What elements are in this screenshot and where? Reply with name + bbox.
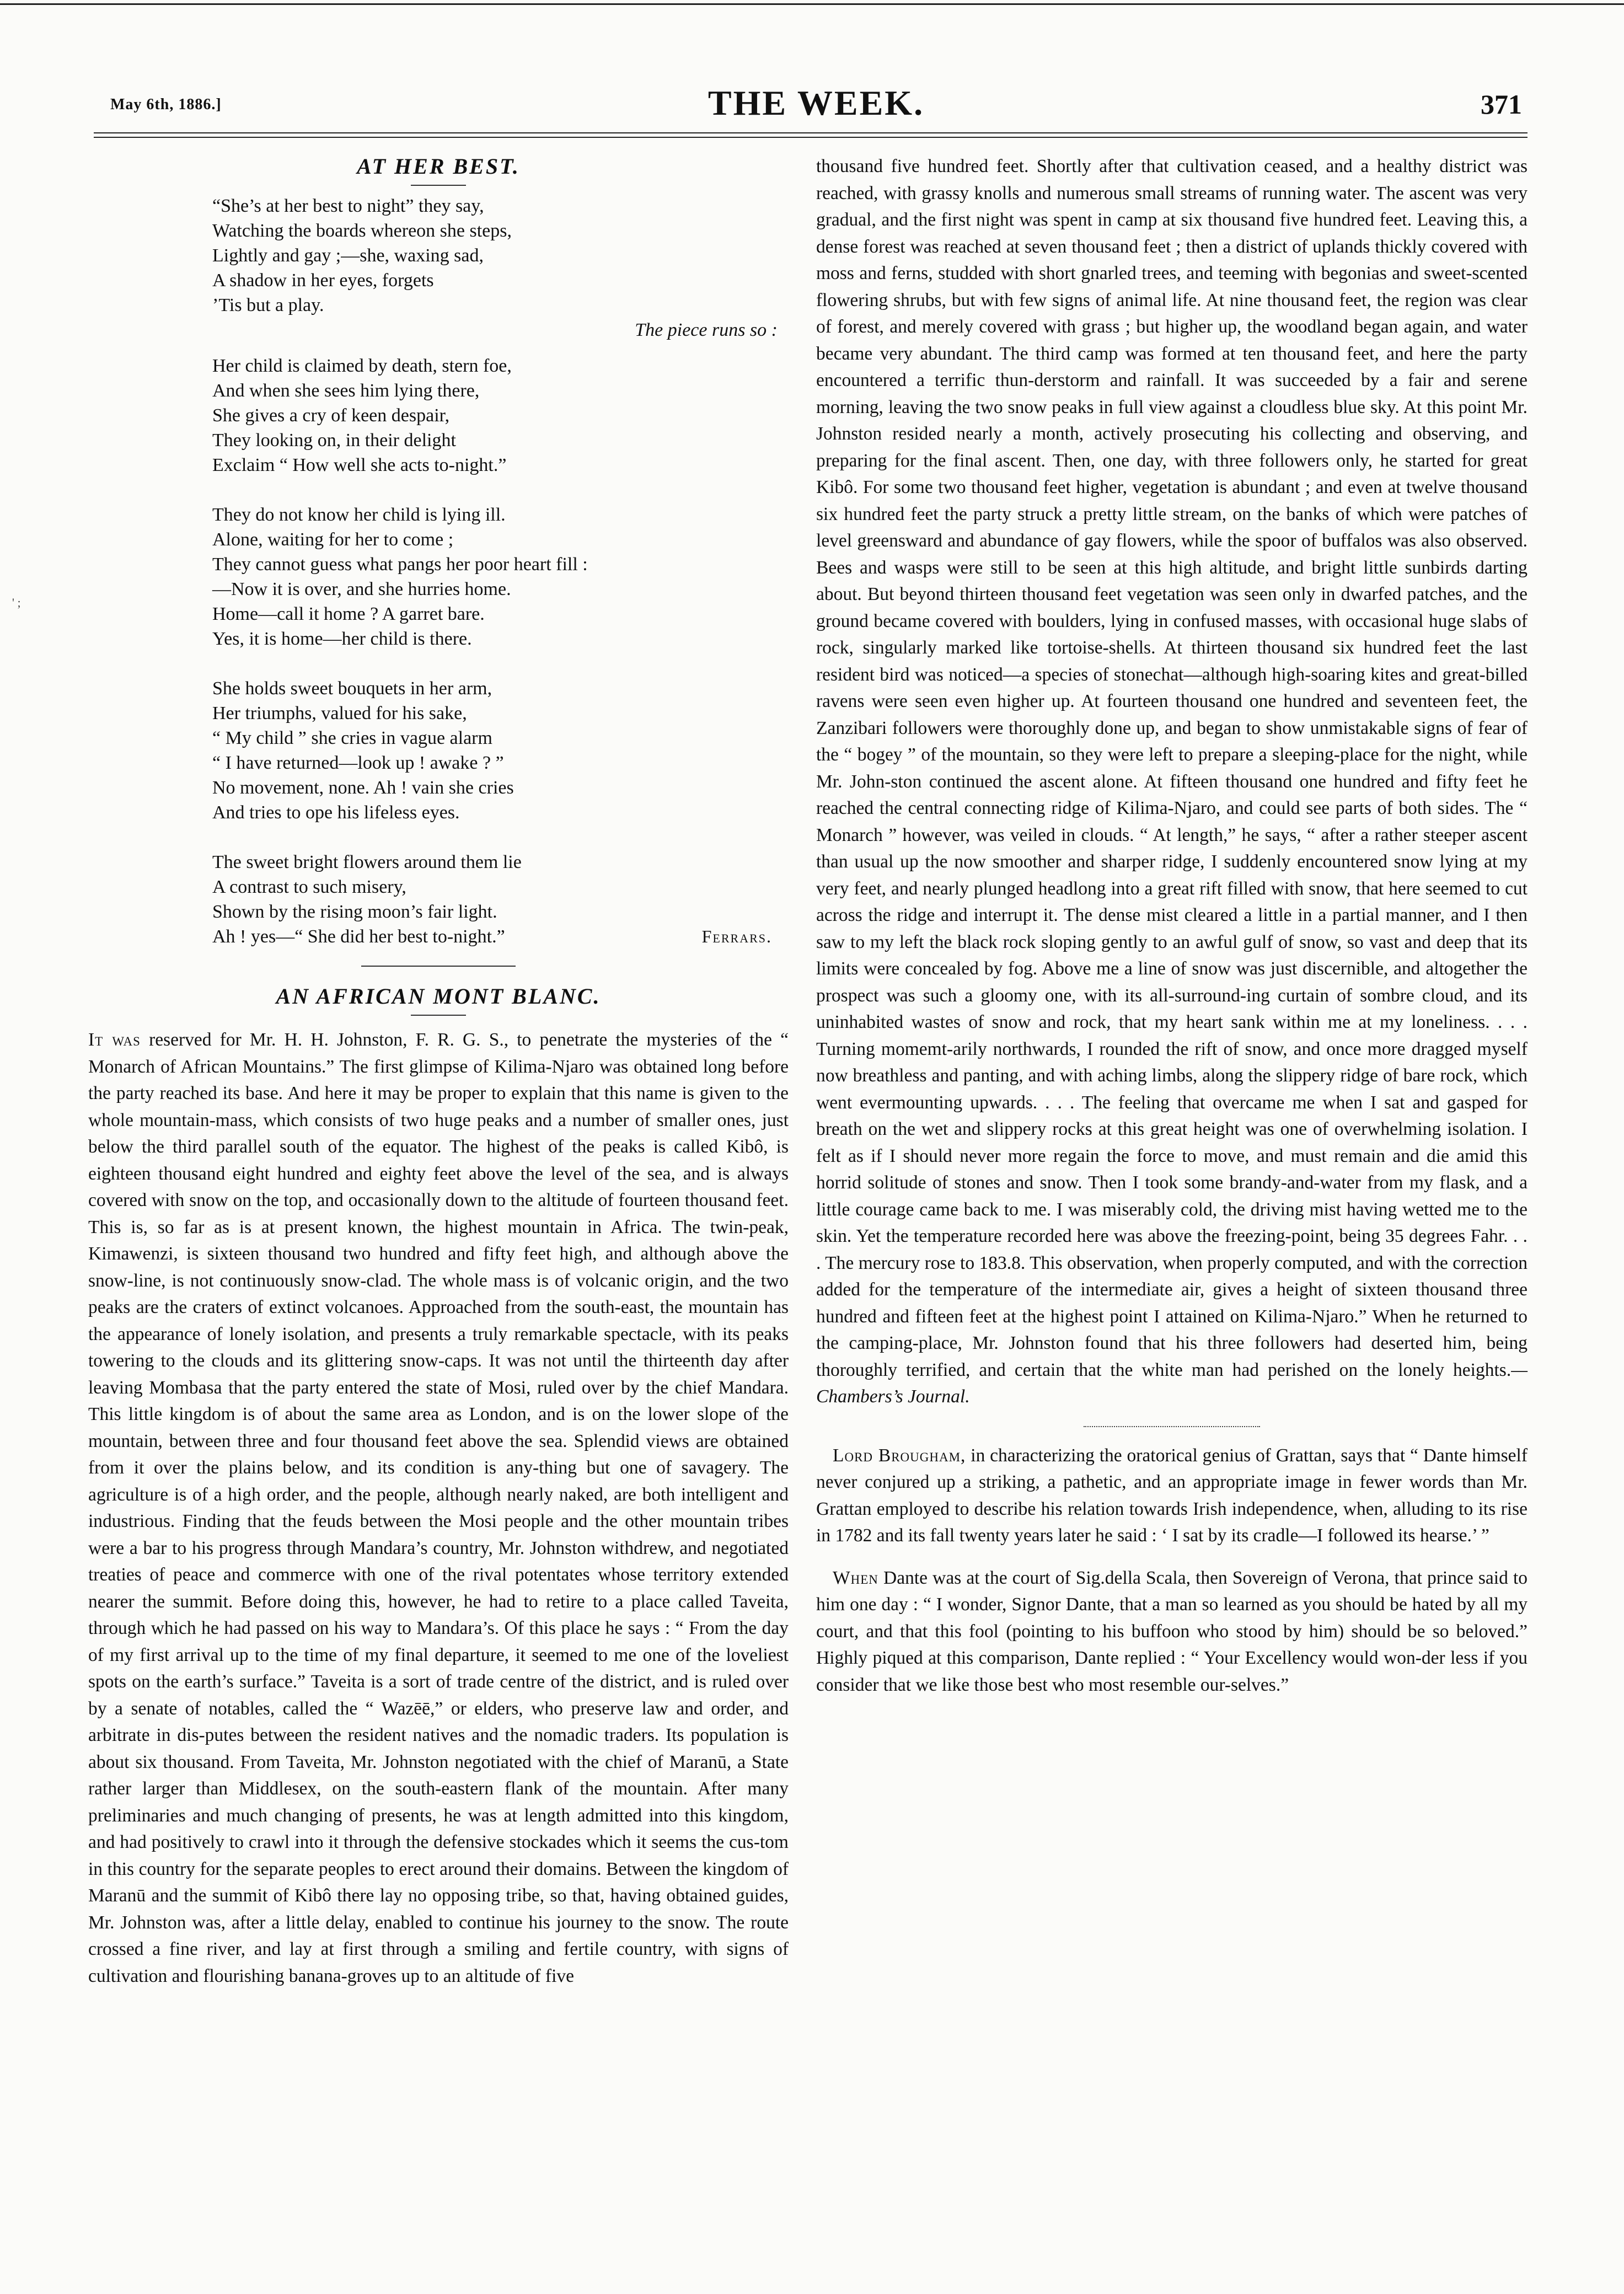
page-header	[88, 83, 1544, 127]
poem-line: She holds sweet bouquets in her arm,	[212, 678, 492, 699]
article-body-left	[88, 1027, 789, 1990]
poem-line: Her triumphs, valued for his sake,	[212, 703, 467, 723]
paragraph-gap	[816, 1550, 1527, 1565]
lead-words: When	[833, 1567, 878, 1588]
poem-line-text: Ah ! yes—“ She did her best to-night.”	[212, 926, 505, 947]
poem-line: They cannot guess what pangs her poor heart fill :	[212, 554, 588, 575]
masthead-title: THE WEEK.	[708, 83, 925, 122]
article-title: AN AFRICAN MONT BLANC.	[276, 984, 601, 1009]
article-text: thousand five hundred feet. Shortly after that cultivation ceased, and a healthy district was reached, with grassy knolls and numerous small streams of running water. The ascent was very gradual, and the first night was spent in camp at six thousand five hundred feet. Leaving this, a dense forest was reached at seven thousand feet ; then a district of uplands thickly covered with moss and ferns, studded with short gnarled trees, and teeming with begonias and sweet-scented flowering shrubs, but with few signs of animal life. At nine thousand feet, the region was clear of forest, and merely covered with grass ; but higher up, the woodland began again, and water became very abundant. The third camp was formed at ten thousand feet, and here the party encountered a terrific thun-derstorm and rainfall. It was succeeded by a fair and serene morning, leaving the two snow peaks in full view against a cloudless blue sky. At this point Mr. Johnston resided nearly a month, actively prosecuting his collecting and observing, and preparing for the final ascent. Then, one day, with three followers only, he started for great Kibô. For some two thousand feet higher, vegetation is abundant ; and even at twelve thousand six hundred feet the party struck a pretty little stream, on the banks of which were patches of level greensward and abundance of gay flowers, while the spoor of buffalos was also observed. Bees and wasps were still to be seen at this high altitude, and bright little sunbirds darting about. But beyond thirteen thousand feet vegetation was seen only in dwarfed patches, and the ground became covered with boulders, lying in confused masses, with occasional huge slabs of rock, singularly marked like tortoise-shells. At thirteen thousand six hundred feet the last resident bird was noticed—a species of stonechat—although high-soaring kites and great-billed ravens were seen even higher up. At fourteen thousand one hundred and seventeen feet, the Zanzibari followers were thoroughly done up, and began to show unmistakable signs of fear of the “ bogey ” of the mountain, so they were left to prepare a sleeping-place for the night, while Mr. John-ston continued the ascent alone. At fifteen thousand one hundred and fifty feet he reached the central connecting ridge of Kilima-Njaro, and could see parts of both sides. The “ Monarch ” however, was veiled in clouds. “ At length,” he says, “ after a rather steeper ascent than usual up the now smoother and sharper ridge, I suddenly encountered snow lying at my very feet, and nearly plunged headlong into a great rift filled with snow, that here seemed to cut across the ridge and interrupt it. The dense mist cleared a little in a partial manner, and I then saw to my left the black rock sloping gently to an awful gulf of snow, so vast and deep that its limits were concealed by fog. Above me a line of snow was just discernible, and altogether the prospect was such a gloomy one, with its all-surround-ing curtain of sombre cloud, and its uninhabited wastes of snow and rock, that my heart sank within me at my loneliness. . . . Turning momemt-arily northwards, I rounded the rift of snow, and once more dragged myself now breathless and panting, and with aching limbs, along the slippery ridge of bare rock, which went evermounting upwards. . . . The feeling that overcame me when I sat and gasped for breath on the wet and slippery rocks at this great height was one of overwhelming isolation. I felt as if I should never more regain the force to move, and must remain and die amid this horrid solitude of stones and snow. Then I took some brandy-and-water from my flask, and a little courage came back to me. I was miserably cold, the driving mist having wetted me to the skin. Yet the temperature recorded here was above the freezing-point, being 35 degrees Fahr. . . . The mercury rose to 183.8. This observation, when properly computed, and with the correction added for the temperature of the intermediate air, gives a height of sixteen thousand three hundred and fifteen feet at the highest point I attained on Kilima-Njaro.” When he returned to the camping-place, Mr. Johnston found that his three followers had deserted him, being thoroughly terrified, and certain that the white man had perished on the lonely heights.	[816, 156, 1527, 1380]
stage-direction: The piece runs so :	[635, 320, 778, 340]
poem-line: They looking on, in their delight	[212, 430, 456, 451]
poem-line: Alone, waiting for her to come ;	[212, 529, 454, 550]
poem-body	[212, 194, 789, 949]
poem-line: Exclaim “ How well she acts to-night.”	[212, 455, 507, 475]
article-source: —Chambers’s Journal.	[816, 1359, 1527, 1407]
poem-line: She gives a cry of keen despair,	[212, 405, 450, 426]
poem-line: “ I have returned—look up ! awake ? ”	[212, 753, 504, 773]
issue-date: May 6th, 1886.]	[110, 96, 222, 113]
brougham-text: in characterizing the oratorical genius of Grattan, says that “ Dante himself never conjured up a striking, a pathetic, and an appropriate image in fewer words than Mr. Grattan employed to describe his relation towards Irish independence, when, alluding to its rise in 1782 and its fall twenty years later he said : ‘ I sat by its cradle—I followed its hearse.’ ”	[816, 1445, 1528, 1546]
brougham-paragraph	[816, 1443, 1527, 1550]
right-column	[816, 153, 1527, 2194]
poem-line: They do not know her child is lying ill.	[212, 505, 506, 525]
dante-text: Dante was at the court of Sig.della Scala, then Sovereign of Verona, that prince said to him one day : “ I wonder, Signor Dante, that a man so learned as you should be hated by all my court, and that this fool (pointing to his buffoon who stood by him) should be so beloved.” Highly piqued at this comparison, Dante replied : “ Your Excellency would won-der less if you consider that we like those best who most resemble our-selves.”	[816, 1567, 1528, 1695]
poem-line: And tries to ope his lifeless eyes.	[212, 802, 460, 823]
left-column	[88, 153, 789, 2194]
poem-stanza	[212, 353, 789, 478]
poem-stanza	[212, 676, 789, 825]
article-text: reserved for Mr. H. H. Johnston, F. R. G. S., to penetrate the mysteries of the “ Monarch of African Mountains.” The first glimpse of Kilima-Njaro was obtained long before the party reached its base. And here it may be proper to explain that this name is given to the whole mountain-mass, which consists of two huge peaks and a number of smaller ones, just below the third parallel south of the equator. The highest of the peaks is called Kibô, is eighteen thousand eight hundred and eighty feet above the level of the sea, and is always covered with snow on the top, and occasionally down to the altitude of fourteen thousand feet. This is, so far as is at present known, the highest mountain in Africa. The twin-peak, Kimawenzi, is sixteen thousand two hundred and fifty feet high, and although above the snow-line, is not continuously snow-clad. The whole mass is of volcanic origin, and the two peaks are the craters of extinct volcanoes. Approached from the south-east, the mountain has the appearance of lonely isolation, and presents a truly remarkable spectacle, with its peaks towering to the clouds and its glittering snow-caps. It was not until the thirteenth day after leaving Mombasa that the party entered the state of Mosi, ruled over by the chief Mandara. This little kingdom is of about the same area as London, and is on the lower slope of the mountain, between three and four thousand feet above the sea. Splendid views are obtained from it over the plains below, and its condition is any-thing but one of savagery. The agriculture is of a high order, and the people, although nearly naked, are both intelligent and industrious. Finding that the feuds between the Mosi people and the other mountain tribes were a bar to his progress through Mandara’s country, Mr. Johnston withdrew, and negotiated treaties of peace and commerce with one of the rival potentates whose territory extended nearer the summit. Before doing this, however, he had to retire to a place called Taveita, through which he had passed on his way to Mandara’s. Of this place he says : “ From the day of my first arrival up to the time of my final departure, it seemed to me one of the loveliest spots on the earth’s surface.” Taveita is a sort of trade centre of the district, and is ruled over by a senate of notables, called the “ Wazēē,” or elders, who preserve law and order, and arbitrate in dis-putes between the resident natives and the nomadic traders. Its population is about six thousand. From Taveita, Mr. Johnston negotiated with the chief of Maranū, a State rather larger than Middlesex, on the south-eastern flank of the mountain. After many preliminaries and much changing of presents, he was at length admitted into this kingdom, and had positively to crawl into it through the defensive stockades which it seems the cus-tom in this country for the separate peoples to erect around their domains. Between the kingdom of Maranū and the summit of Kibô there lay no opposing tribe, so that, having obtained guides, Mr. Johnston was, after a little delay, enabled to continue his journey to the snow. The route crossed a fine river, and lay at first through a smiling and fertile country, with signs of cultivation and flourishing banana-groves up to an altitude of five	[88, 1030, 789, 1986]
poem-line: —Now it is over, and she hurries home.	[212, 579, 511, 599]
poem-line: Lightly and gay ;—she, waxing sad,	[212, 245, 484, 266]
poem-line: The sweet bright flowers around them lie	[212, 852, 522, 872]
top-border	[0, 3, 1624, 5]
section-divider	[361, 966, 516, 967]
poem-line: Watching the boards whereon she steps,	[212, 221, 512, 241]
poem-author: Ferrars.	[701, 926, 772, 946]
poem-line: Yes, it is home—her child is there.	[212, 629, 472, 649]
article-body-right	[816, 153, 1527, 1411]
header-rule	[94, 132, 1527, 138]
poem-line	[212, 924, 789, 949]
poem-line: No movement, none. Ah ! vain she cries	[212, 778, 514, 798]
poem-line: A shadow in her eyes, forgets	[212, 270, 434, 291]
poem-line: And when she sees him lying there,	[212, 380, 480, 401]
poem-line: “ My child ” she cries in vague alarm	[212, 728, 492, 748]
title-rule	[411, 1015, 466, 1016]
title-rule	[411, 185, 466, 186]
section-divider	[816, 1426, 1527, 1427]
page-number: 371	[1481, 89, 1522, 120]
poem-stanza	[212, 194, 789, 318]
margin-mark: ' ;	[12, 596, 21, 609]
poem-line: “She’s at her best to night” they say,	[212, 196, 484, 216]
dante-paragraph	[816, 1565, 1527, 1699]
poem-stanza	[212, 502, 789, 651]
lead-words: It was	[88, 1030, 141, 1050]
poem-title: AT HER BEST.	[357, 154, 520, 179]
poem-stanza	[212, 850, 789, 949]
poem-line: Home—call it home ? A garret bare.	[212, 604, 485, 624]
poem-line: A contrast to such misery,	[212, 877, 406, 897]
lead-words: Lord Brougham,	[833, 1445, 966, 1466]
poem-line: Her child is claimed by death, stern foe,	[212, 356, 512, 376]
poem-line: ’Tis but a play.	[212, 295, 324, 315]
poem-line: Shown by the rising moon’s fair light.	[212, 902, 497, 922]
